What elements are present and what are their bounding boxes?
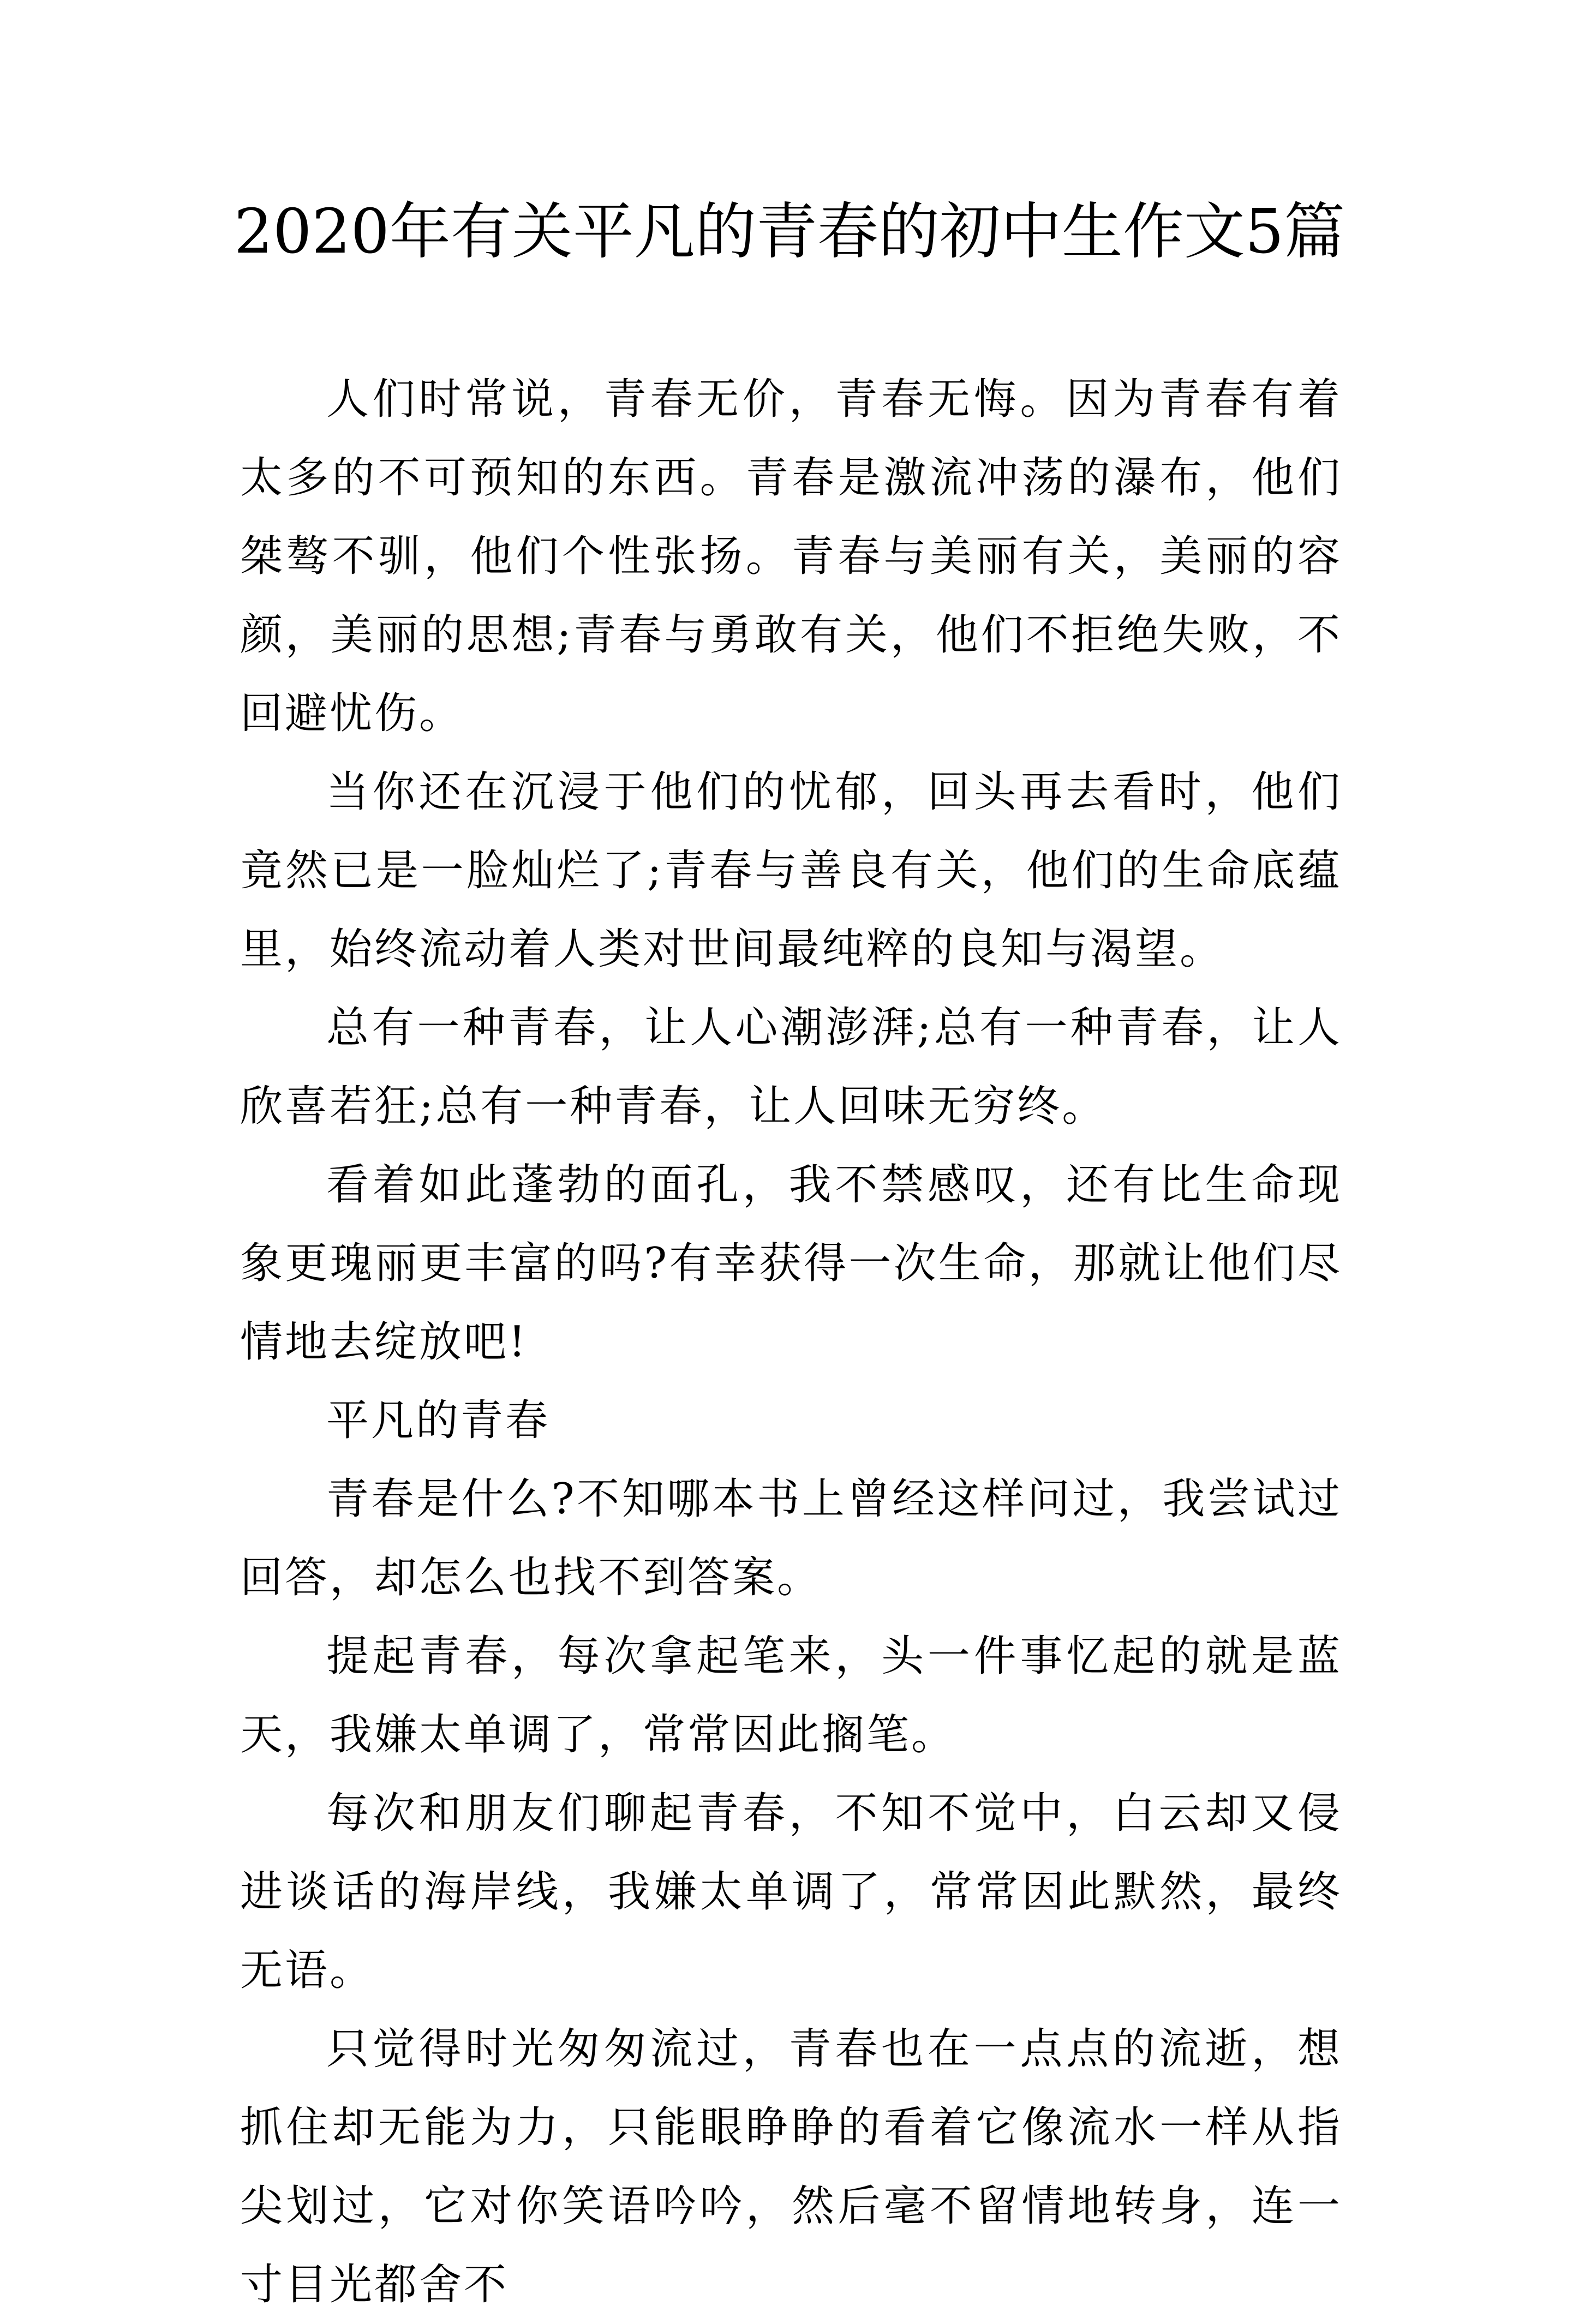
document-body xyxy=(240,360,1342,2324)
paragraph: 提起青春，每次拿起笔来，头一件事忆起的就是蓝天，我嫌太单调了，常常因此搁笔。 xyxy=(240,1632,1342,1759)
paragraph: 人们时常说，青春无价，青春无悔。因为青春有着太多的不可预知的东西。青春是激流冲荡的瀑布，他们桀骜不驯，他们个性张扬。青春与美丽有关，美丽的容颜，美丽的思想;青春与勇敢有关，他们不拒绝失败，不回避忧伤。 xyxy=(240,375,1342,738)
paragraph: 每次和朋友们聊起青春，不知不觉中，白云却又侵进谈话的海岸线，我嫌太单调了，常常因此默然，最终无语。 xyxy=(240,1789,1342,1995)
paragraph: 只觉得时光匆匆流过，青春也在一点点的流逝，想抓住却无能为力，只能眼睁睁的看着它像流水一样从指尖划过，它对你笑语吟吟，然后毫不留情地转身，连一寸目光都舍不 xyxy=(240,2024,1342,2309)
document-title: 2020年有关平凡的青春的初中生作文5篇 xyxy=(234,196,1345,267)
paragraph: 总有一种青春，让人心潮澎湃;总有一种青春，让人欣喜若狂;总有一种青春，让人回味无穷终。 xyxy=(240,1003,1342,1131)
section-heading: 平凡的青春 xyxy=(326,1396,551,1445)
paragraph: 当你还在沉浸于他们的忧郁，回头再去看时，他们竟然已是一脸灿烂了;青春与善良有关，他们的生命底蕴里，始终流动着人类对世间最纯粹的良知与渴望。 xyxy=(240,768,1342,974)
paragraph: 看着如此蓬勃的面孔，我不禁感叹，还有比生命现象更瑰丽更丰富的吗?有幸获得一次生命，那就让他们尽情地去绽放吧! xyxy=(240,1160,1342,1367)
paragraph: 青春是什么?不知哪本书上曾经这样问过，我尝试过回答，却怎么也找不到答案。 xyxy=(240,1475,1342,1602)
